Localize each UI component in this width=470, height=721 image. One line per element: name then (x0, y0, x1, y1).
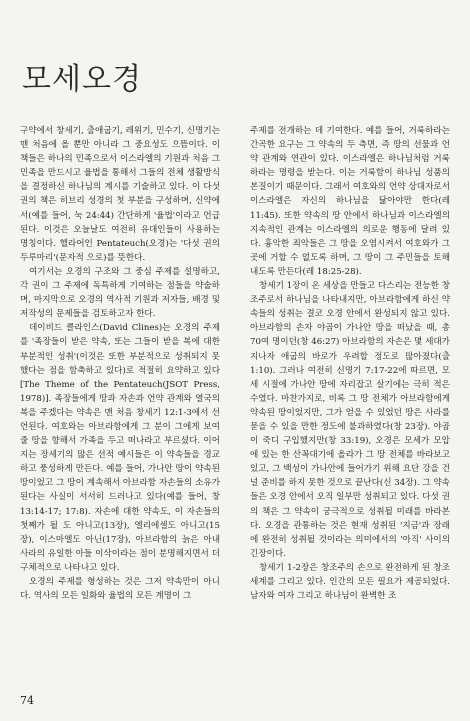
paragraph: 창세기 1장이 온 세상을 만들고 다스리는 전능한 창조주로서 하나님을 나타내지만, 아브라함에게 하신 약속들의 성취는 결코 오경 안에서 완성되지 않고 있다. 아브라함의 손자 야곱이 가나안 땅을 떠났을 때, 총 70여 명이던(창 46:27) 아브라함의 자손은 몇 세대가 지나자 애굽의 바로가 우려할 정도로 많아졌다(출 1:10). 그러나 여전히 신명기 7:17-22에 따르면, 모세 시절에 가나안 땅에 자리잡고 살기에는 극히 적은 수였다. 마찬가지로, 비록 그 땅 전체가 아브라함에게 약속된 땅이었지만, 그가 얻을 수 있었던 땅은 사라를 묻을 수 있을 만한 정도에 불과하였다(창 23장). 야곱이 죽디 구입했지만(창 33:19), 오경은 모세가 모압에 있는 한 산꼭대기에 올라가 그 땅 전체를 바라보고 있고, 그 백성이 가나안에 들어가기 위해 요단 강을 건널 준비를 하지 못한 것으로 끝난다(신 34장). 그 약속들은 오경 안에서 오직 일부만 성취되고 있다. 다섯 권의 책은 그 약속이 궁극적으로 성취될 미래를 바라본다. 오경을 관통하는 것은 현재 성취된 '지금'과 장래에 완전히 성취될 것이라는 의미에서의 '아직' 사이의 긴장이다. (250, 281, 450, 559)
page-title: 모세오경 (22, 62, 142, 98)
right-column (250, 124, 450, 603)
paragraph: 여기서는 오경의 구조와 그 중심 주제를 설명하고, 각 권이 그 주제에 독특하게 기여하는 점들을 약술하며, 마지막으로 오경의 역사적 기원과 저자들, 배경 및 저작성의 문제들을 검토하고자 한다. (20, 266, 220, 320)
paragraph: 구약에서 창세기, 출애굽기, 레위기, 민수기, 신명기는 맨 처음에 올 뿐만 아니라 그 중요성도 으뜸이다. 이 책들은 하나의 민족으로서 이스라엘의 기원과 처음 그 민족을 만드시고 율법을 통해서 그들의 전체 생활방식을 결정하신 하나님의 계시를 기술하고 있다. 이 다섯 권의 책은 히브리 성경의 첫 부분을 구성하며, 신약에서(예를 들어, 눅 24:44) 간단하게 '율법'이라고 언급된다. 이것은 오늘날도 여전히 유대인들이 사용하는 명칭이다. 헬라어인 Pentateuch(오경)는 '다섯 권의 두루마리'(문자적 으로)를 뜻한다. (20, 126, 220, 263)
paragraph: 오경의 주제를 형성하는 것은 그저 약속만이 아니다. 역사의 모든 일화와 율법의 모든 계명이 그 (20, 577, 220, 602)
paragraph: 주제를 전개하는 데 기여한다. 예를 들어, 거룩하라는 간곡한 요구는 그 약속의 두 측면, 즉 땅의 선물과 언약 관계와 연관이 있다. 이스라엘은 하나님처럼 거룩하라는 명령을 받는다. 이는 거룩함이 하나님 성품의 본질이기 때문이다. 그래서 여호와의 언약 상대자로서 이스라엘은 자신의 하나님을 닮아야만 한다(레 11:45). 또한 약속의 땅 안에서 하나님과 이스라엘의 지속적인 관계는 이스라엘의 의로운 행동에 달려 있다. 흉악한 죄악들은 그 땅을 오염시켜서 여호와가 그 곳에 거할 수 없도록 하며, 그 땅이 그 주민들을 토해 내도록 만든다(레 18:25-28). (250, 126, 450, 277)
paragraph: 창세기 1-2장은 창조주의 손으로 완전하게 된 창조 세계를 그리고 있다. 인간의 모든 필요가 제공되었다. 남자와 여자 그리고 하나님이 완벽한 조 (250, 562, 450, 602)
paragraph: 데이비드 클라인스(David Clines)는 오경의 주제를 '족장들이 받은 약속, 또는 그들이 받을 복에 대한 부분적인 성취'(이것은 또한 부분적으로 성취되지 못했다는 점을 함축하고 있다)로 적절히 요약하고 있다 [The Theme of the Pentateuch(JSOT Press, 1978)]. 족장들에게 땅과 자손과 언약 관계와 열국의 복을 주겠다는 약속은 맨 처음 창세기 12:1-3에서 선언된다. 여호와는 아브라함에게 그 분이 그에게 보여 줄 땅을 향해서 가족을 두고 떠나라고 부르셨다. 이어지는 장세기의 많은 선적 예시들은 이 약속들을 경교하고 풍성하게 만든다. 예를 들어, 가나안 땅이 약속된 땅이었고 그 땅이 계속해서 아브라함 자손들의 소유가 된다는 사실이 서서히 드러나고 있다(예를 들어, 창 13:14-17; 17:8). 자손에 대한 약속도, 이 자손들의 첫째가 될 도 아니고(13장), 엘리에셀도 아니고(15장), 이스마엘도 아닌(17장), 아브라함의 늙은 아내 사라의 유일한 아들 이삭이라는 점이 분명해지면서 더 구체적으로 나타나고 있다. (20, 323, 220, 573)
page-number: 74 (20, 694, 34, 707)
left-column (20, 124, 220, 603)
